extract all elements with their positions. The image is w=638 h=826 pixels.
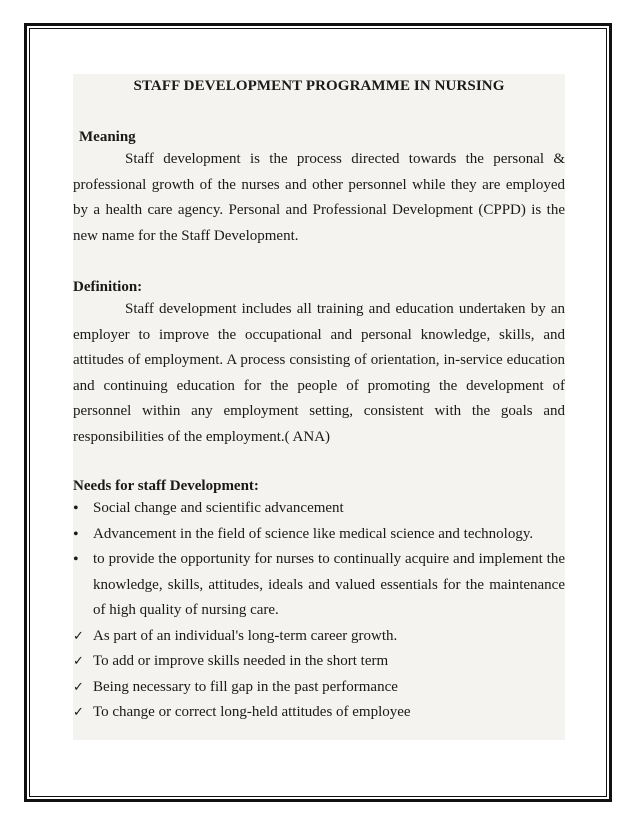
- bullet-dot-icon: [73, 547, 89, 574]
- checkmark-icon: [73, 700, 89, 726]
- list-item-text: To change or correct long-held attitudes of employee: [93, 704, 411, 720]
- needs-heading: Needs for staff Development:: [73, 478, 259, 494]
- list-item: [73, 700, 565, 726]
- document-title: STAFF DEVELOPMENT PROGRAMME IN NURSING: [133, 78, 505, 94]
- meaning-text: Staff development is the process directed towards the personal & professional growth of the nurses and other personnel while they are employed by a health care agency. Personal and Professional Development (CPPD) is the new name for the Staff Development.: [73, 151, 565, 244]
- checkmark-icon: [73, 624, 89, 650]
- list-item-text: To add or improve skills needed in the short term: [93, 653, 389, 669]
- needs-list: [73, 496, 565, 726]
- list-item-text: Being necessary to fill gap in the past performance: [93, 678, 398, 695]
- list-item: [73, 496, 565, 522]
- list-item: [73, 522, 565, 548]
- bullet-dot-icon: [73, 496, 89, 523]
- meaning-heading: Meaning: [79, 129, 136, 145]
- list-item: [73, 649, 565, 675]
- definition-heading: Definition:: [73, 279, 143, 295]
- meaning-paragraph: [73, 147, 565, 249]
- list-item-text: Advancement in the field of science like medical science and technology.: [93, 525, 534, 542]
- list-item: [73, 624, 565, 650]
- list-item: [73, 547, 565, 624]
- list-item-text: Social change and scientific advancement: [93, 500, 344, 516]
- list-item-text: to provide the opportunity for nurses to continually acquire and implement the knowledge, skills, attitudes, ideals and valued essentials for the maintenance of high quality of nursing care.: [93, 551, 565, 618]
- definition-paragraph: [73, 297, 565, 450]
- checkmark-icon: [73, 675, 89, 701]
- list-item: [73, 675, 565, 701]
- bullet-dot-icon: [73, 522, 89, 549]
- list-item-text: As part of an individual's long-term career growth.: [93, 627, 398, 644]
- checkmark-icon: [73, 649, 89, 675]
- document-body: [73, 74, 565, 740]
- definition-text: Staff development includes all training and education undertaken by an employer to improve the occupational and personal knowledge, skills, and attitudes of employment. A process consisting of orientation, in-service education and continuing education for the people of promoting the development of personnel within any employment setting, consistent with the goals and responsibilities of the employment.( ANA): [73, 301, 565, 445]
